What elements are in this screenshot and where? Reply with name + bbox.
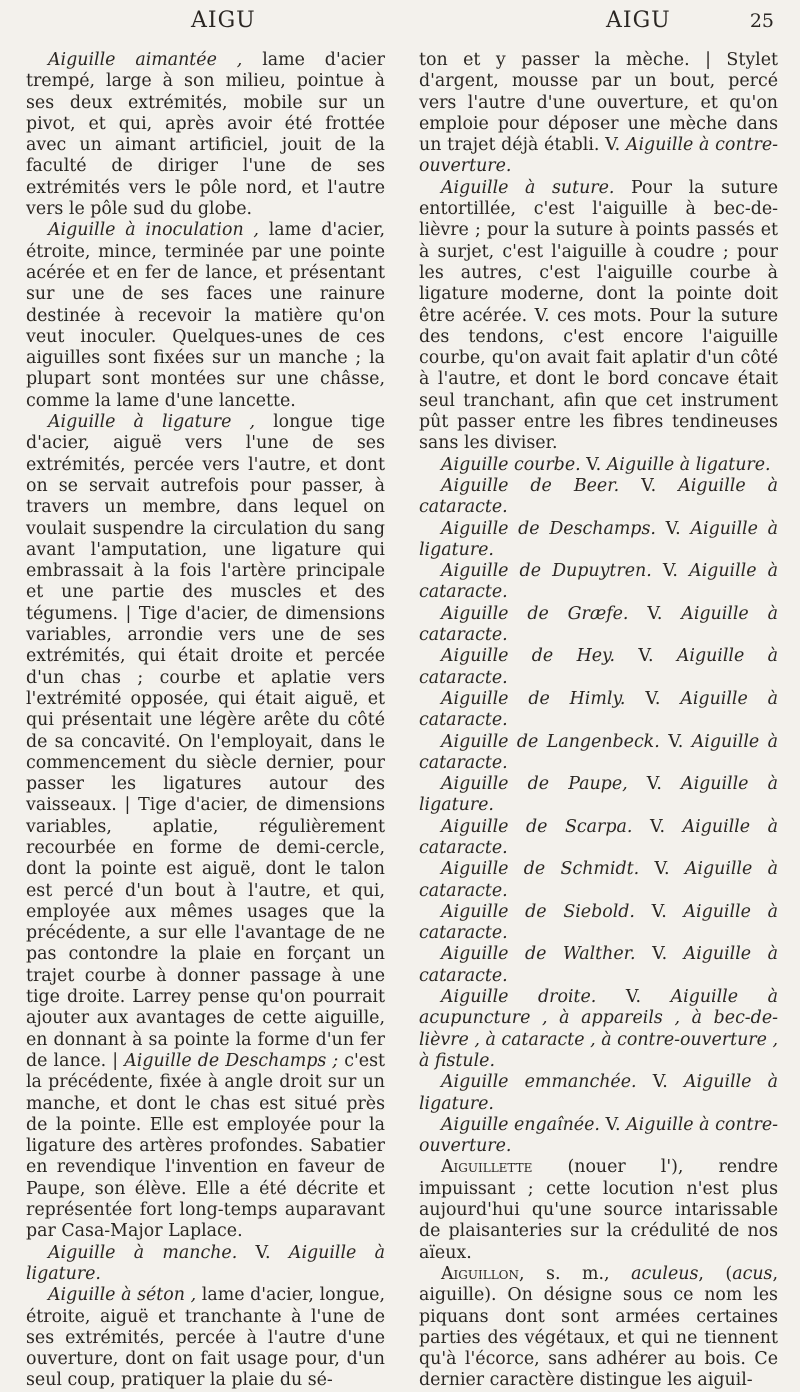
entry-aiguille-schmidt xyxy=(419,859,778,902)
entry-text: V. xyxy=(619,475,679,496)
entry-aiguille-aimantee xyxy=(26,50,385,220)
entry-crossref: Aiguille à ligature. xyxy=(419,518,778,560)
entry-text: Pour la suture entortillée, c'est l'aiguille à bec-de-lièvre ; pour la suture à points passés et à surjet, c'est l'aiguille à coudre ; pour les autres, c'est l'aiguille courbe à ligature moderne, dont la pointe doit être acérée. V. ces mots. Pour la suture des tendons, c'est encore l'aiguille courbe, qu'on avait fait aplatir d'un côté à l'autre, et dont le bord concave était seul tranchant, afin que cet instrument pût passer entre les fibres tendineuses sans les diviser. xyxy=(419,177,778,454)
entry-crossref: Aiguille à ligature. xyxy=(26,1242,385,1284)
entry-aiguille-courbe xyxy=(419,455,778,476)
entry-term: Aiguille de Beer. xyxy=(441,475,620,496)
text-columns xyxy=(26,50,779,1391)
entry-crossref: Aiguille à cataracte. xyxy=(419,731,779,773)
entry-aiguillette xyxy=(419,1157,778,1263)
entry-text: V. xyxy=(659,731,692,752)
entry-headword: Aiguillon xyxy=(441,1263,520,1284)
entry-term: Aiguille droite. xyxy=(441,987,597,1008)
entry-term: Aiguille à ligature , xyxy=(48,412,255,433)
entry-text: , s. m., xyxy=(519,1263,632,1284)
entry-continuation xyxy=(419,50,778,178)
entry-aiguille-seton xyxy=(26,1285,385,1391)
entry-text: V. xyxy=(615,646,677,667)
entry-crossref: Aiguille à cataracte. xyxy=(419,859,779,901)
entry-crossref: Aiguille à contre-ouverture. xyxy=(419,135,778,177)
entry-crossref: Aiguille à acupuncture , à appareils , à bec-de-lièvre , à cataracte , à contre-ouverture , à fistule. xyxy=(419,987,778,1071)
entry-aiguille-walther xyxy=(419,944,778,987)
entry-aiguille-langenbeck xyxy=(419,732,778,775)
entry-text: V. xyxy=(599,1114,627,1135)
entry-text: lame d'acier trempé, large à son milieu, pointue à ses deux extrémités, mobile sur un pivot, et qui, après avoir été frottée avec un aimant artificiel, jouit de la faculté de diriger l'une de ses extrémités vers le pôle nord, et l'autre vers le pôle sud du globe. xyxy=(26,50,385,220)
entry-crossref: Aiguille à cataracte. xyxy=(419,944,778,986)
entry-text: V. xyxy=(635,944,684,965)
page-header xyxy=(26,6,778,40)
entry-text: V. xyxy=(651,561,690,582)
entry-text: V. xyxy=(596,987,671,1008)
entry-crossref: Aiguille à cataracte. xyxy=(419,561,778,603)
entry-aiguille-suture xyxy=(419,178,778,455)
entry-latin-etym: acus xyxy=(732,1263,773,1284)
entry-term: Aiguille de Schmidt. xyxy=(441,859,640,880)
entry-aiguille-engainee xyxy=(419,1115,778,1158)
entry-aiguille-siebold xyxy=(419,902,778,945)
entry-term: Aiguille à manche. xyxy=(48,1242,238,1263)
entry-text: V. xyxy=(628,603,682,624)
entry-aiguille-scarpa xyxy=(419,817,778,860)
entry-crossref: Aiguille à cataracte. xyxy=(419,646,778,688)
entry-crossref: Aiguille à cataracte. xyxy=(419,816,778,858)
entry-term: Aiguille de Scarpa. xyxy=(441,816,633,837)
entry-text: V. xyxy=(580,454,607,475)
entry-term: Aiguille à inoculation , xyxy=(48,220,259,241)
entry-term: Aiguille à suture. xyxy=(441,177,615,198)
entry-latin: aculeus xyxy=(631,1263,699,1284)
entry-aiguille-deschamps xyxy=(419,519,778,562)
entry-aiguille-paupe xyxy=(419,774,778,817)
entry-crossref: Aiguille à ligature. xyxy=(419,1072,778,1114)
page-number: 25 xyxy=(749,10,774,32)
entry-aiguille-hey xyxy=(419,646,778,689)
entry-aiguille-emmanchee xyxy=(419,1072,778,1115)
entry-aiguille-inoculation xyxy=(26,220,385,412)
entry-text: V. xyxy=(634,901,684,922)
entry-text: V. xyxy=(627,774,682,795)
entry-term: Aiguille de Langenbeck. xyxy=(441,731,660,752)
entry-text: V. xyxy=(655,518,691,539)
entry-text: V. xyxy=(639,859,685,880)
entry-text-cont: c'est la précédente, fixée à angle droit sur un manche, et dont le chas est situé près de la pointe. Elle est employée pour la ligature des artères profondes. Sabatier en revendique l'invention en faveur de Paupe, son élève. Elle a été décrite et représentée fort long-temps auparavant par Casa-Major Laplace. xyxy=(26,1050,385,1242)
entry-text: ton et y passer la mèche. | Stylet d'argent, mousse par un bout, percé vers l'autre d'une ouverture, et qu'on emploie pour déposer une mèche dans un trajet déjà établi. V. xyxy=(419,50,778,156)
entry-crossref: Aiguille à contre-ouverture. xyxy=(419,1114,778,1157)
entry-text: longue tige d'acier, aiguë vers l'une de ses extrémités, percée vers l'autre, et dont on se servait autrefois pour passer, à travers un membre, dans lequel on voulait suspendre la circulation du sang avant l'amputation, une ligature qui embrassait à la fois l'artère principale et une partie des muscles et des tégumens. | Tige d'acier, de dimensions variables, arrondie vers une de ses extrémités, qui était droite et percée d'un chas ; courbe et aplatie vers l'extrémité opposée, qui était aiguë, et qui présentait une légère arête du côté de sa concavité. On l'employait, dans le commencement du siècle dernier, pour passer les ligatures autour des vaisseaux. | Tige d'acier, de dimensions variables, aplatie, régulièrement recourbée en forme de demi-cercle, dont la pointe est aiguë, dont le talon est percé d'un bout à l'autre, et qui, employée aux mêmes usages que la précédente, a sur elle l'avantage de ne pas contondre la plaie en forçant un trajet courbe à donner passage à une tige droite. Larrey pense qu'on pourrait ajouter aux avantages de cette aiguille, en donnant à sa pointe la forme d'un fer de lance. | xyxy=(26,412,385,1071)
entry-crossref: Aiguille à cataracte. xyxy=(419,475,778,518)
entry-term: Aiguille de Græfe. xyxy=(441,603,629,624)
entry-aiguille-droite xyxy=(419,987,778,1072)
entry-term: Aiguille engaînée. xyxy=(441,1114,600,1135)
entry-crossref: Aiguille à ligature. xyxy=(606,454,771,475)
entry-term: Aiguille de Dupuytren. xyxy=(441,561,652,582)
entry-text: V. xyxy=(636,1072,684,1093)
entry-text-cont: , ( xyxy=(698,1263,733,1284)
entry-crossref: Aiguille à cataracte. xyxy=(419,603,778,646)
entry-term: Aiguille courbe. xyxy=(441,454,581,475)
entry-term: Aiguille de Paupe, xyxy=(441,774,628,795)
entry-aiguille-himly xyxy=(419,689,778,732)
entry-crossref: Aiguille à ligature. xyxy=(419,774,778,816)
entry-term: Aiguille de Himly. xyxy=(441,688,626,709)
running-title-right: AIGU xyxy=(606,8,671,33)
entry-text: V. xyxy=(237,1242,289,1263)
entry-term: Aiguille de Siebold. xyxy=(441,901,635,922)
entry-aiguillon xyxy=(419,1264,778,1392)
entry-text: lame d'acier, étroite, mince, terminée par une pointe acérée et en fer de lance, et présentant sur une de ses faces une rainure destinée à recevoir la matière qu'on veut inoculer. Quelques-unes de ces aiguilles sont fixées sur un manche ; la plupart sont montées sur une châsse, comme la lame d'une lancette. xyxy=(26,220,385,411)
entry-aiguille-graefe xyxy=(419,604,778,647)
entry-crossref: Aiguille à cataracte. xyxy=(419,901,779,944)
entry-term: Aiguille de Deschamps. xyxy=(441,518,656,539)
right-column xyxy=(419,50,779,1391)
entry-text-end: , aiguille). On désigne sous ce nom les piquans dont sont armées certaines parties des végétaux, et qui ne tiennent qu'à l'écorce, sans adhérer au bois. Ce dernier caractère distingue les aiguil- xyxy=(419,1263,778,1391)
entry-term: Aiguille de Hey. xyxy=(441,646,616,667)
entry-term-inline: Aiguille de Deschamps ; xyxy=(118,1050,339,1071)
entry-text: V. xyxy=(625,688,681,709)
entry-crossref: Aiguille à cataracte. xyxy=(419,688,779,731)
entry-aiguille-ligature xyxy=(26,412,385,1243)
left-column xyxy=(26,50,385,1391)
entry-term: Aiguille de Walther. xyxy=(441,944,636,965)
entry-text: (nouer l'), rendre impuissant ; cette locution n'est plus aujourd'hui qu'une source intarissable de plaisanteries sur la crédulité de nos aïeux. xyxy=(419,1157,778,1263)
entry-aiguille-beer xyxy=(419,476,778,519)
entry-term: Aiguille aimantée , xyxy=(48,50,243,70)
entry-headword: Aiguillette xyxy=(441,1157,533,1178)
entry-aiguille-manche xyxy=(26,1243,385,1286)
running-title-left: AIGU xyxy=(191,8,256,33)
entry-term: Aiguille emmanchée. xyxy=(441,1072,637,1093)
entry-term: Aiguille à séton , xyxy=(48,1285,197,1306)
entry-aiguille-dupuytren xyxy=(419,561,778,604)
entry-text: lame d'acier, longue, étroite, aiguë et tranchante à l'une de ses extrémités, percée à l'autre d'une ouverture, dont on fait usage pour, d'un seul coup, pratiquer la plaie du sé- xyxy=(26,1285,385,1391)
entry-text: V. xyxy=(632,816,683,837)
